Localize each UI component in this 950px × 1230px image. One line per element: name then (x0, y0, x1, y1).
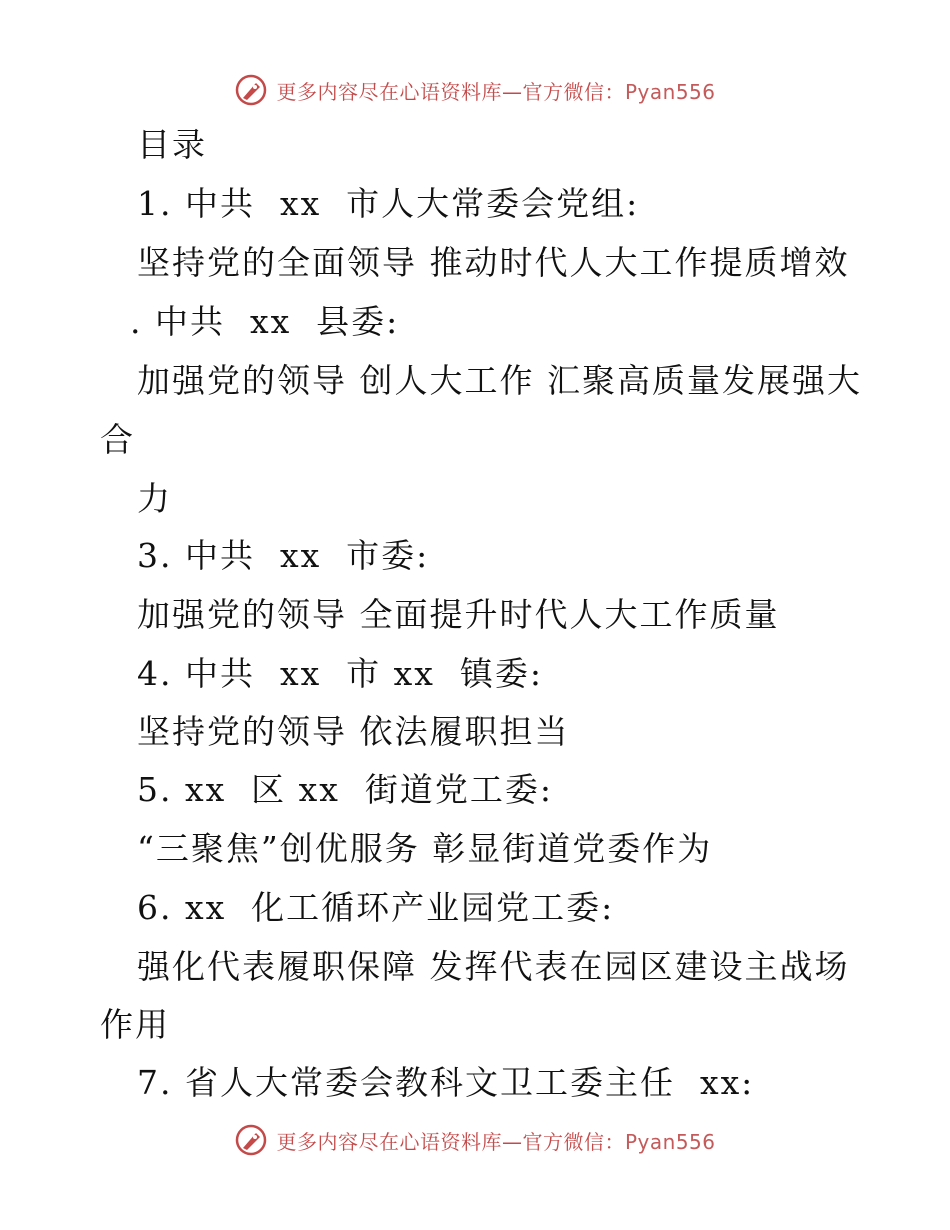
toc-entry-title: . 中共 xx 县委: (130, 302, 400, 341)
watermark-text: 更多内容尽在心语资料库—官方微信：Pyan556 (276, 79, 716, 104)
toc-entry-subtitle: “三聚焦”创优服务 彰显街道党委作为 (137, 829, 713, 868)
watermark-text: 更多内容尽在心语资料库—官方微信：Pyan556 (276, 1129, 716, 1154)
toc-entry-title: 4. 中共 xx 市 xx 镇委: (137, 654, 543, 693)
toc-entry-subtitle: 加强党的领导 全面提升时代人大工作质量 (137, 595, 780, 634)
toc-entry-title: 6. xx 化工循环产业园党工委: (137, 888, 615, 927)
toc-entry-subtitle: 强化代表履职保障 发挥代表在园区建设主战场 (137, 947, 850, 986)
toc-heading: 目录 (137, 125, 207, 164)
pen-nib-logo-icon (234, 1123, 268, 1157)
toc-entry-subtitle: 加强党的领导 创人大工作 汇聚高质量发展强大 (137, 361, 862, 400)
toc-entry-title: 3. 中共 xx 市委: (137, 536, 430, 575)
toc-entry-subtitle: 坚持党的领导 依法履职担当 (137, 712, 570, 751)
toc-entry-subtitle-wrap: 合 (100, 420, 135, 459)
footer-watermark (0, 1120, 950, 1160)
toc-entry-subtitle-wrap: 力 (137, 479, 172, 518)
toc-entry-title: 1. 中共 xx 市人大常委会党组: (137, 184, 640, 223)
toc-entry-subtitle-wrap: 作用 (100, 1005, 170, 1044)
toc-entry-title: 5. xx 区 xx 街道党工委: (137, 770, 553, 809)
toc-entry-subtitle: 坚持党的全面领导 推动时代人大工作提质增效 (137, 243, 850, 282)
toc-entry-title: 7. 省人大常委会教科文卫工委主任 xx: (137, 1063, 755, 1102)
